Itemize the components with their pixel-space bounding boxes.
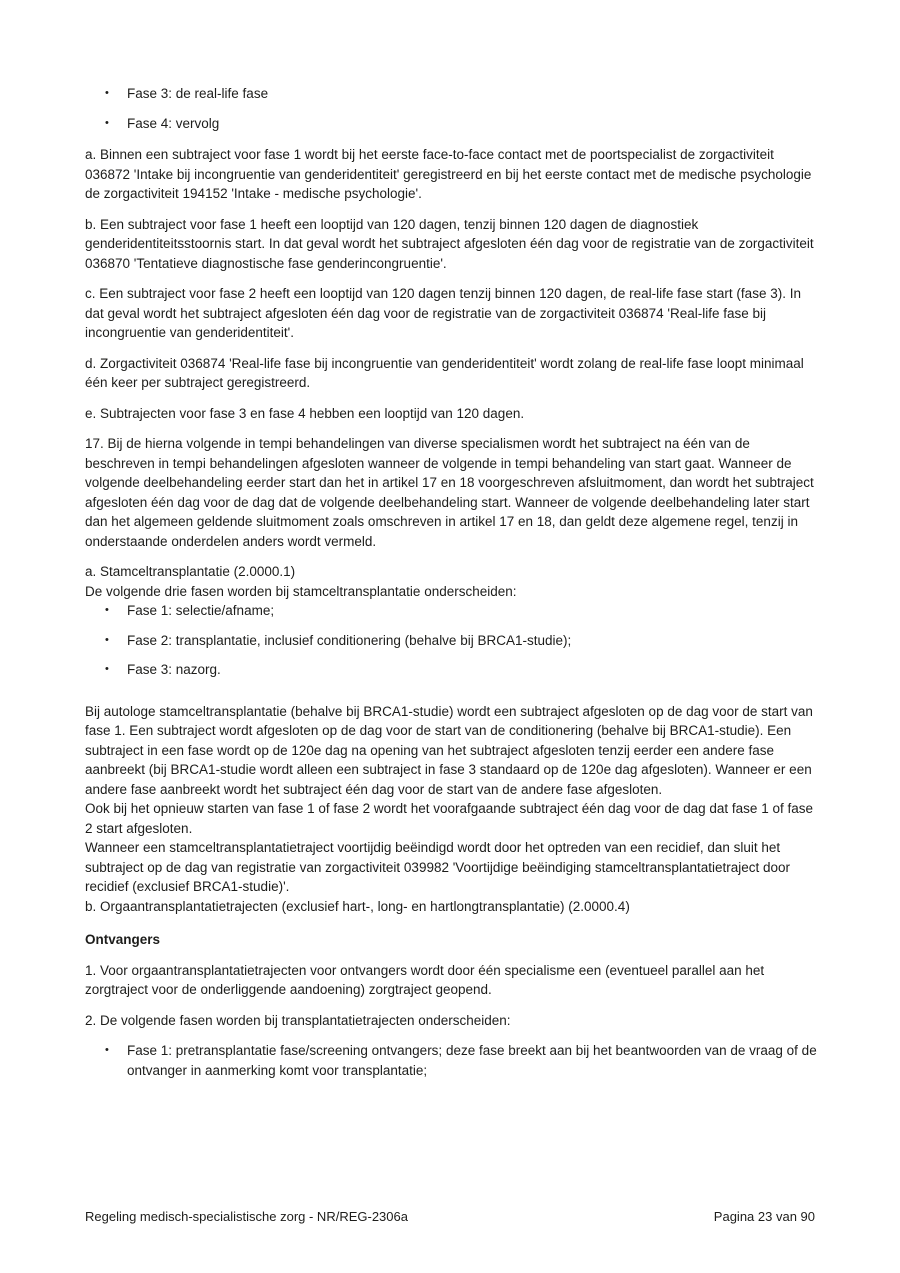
bullet-item bbox=[85, 1041, 818, 1080]
bullet-icon: • bbox=[105, 1044, 109, 1056]
paragraph: a. Binnen een subtraject voor fase 1 wordt bij het eerste face-to-face contact met de poortspecialist de zorgactiviteit 036872 'Intake bij incongruentie van genderidentiteit' geregistreerd en bij het eerste contact met de medische psychologie de zorgactiviteit 194152 'Intake - medische psychologie'. bbox=[85, 147, 812, 201]
bullet-item bbox=[85, 631, 818, 651]
bullet-icon: • bbox=[105, 87, 109, 99]
paragraph: b. Een subtraject voor fase 1 heeft een looptijd van 120 dagen, tenzij binnen 120 dagen de diagnostiek genderidentiteitsstoornis start. In dat geval wordt het subtraject afgesloten één dag voor de registratie van de zorgactiviteit 036870 'Tentatieve diagnostische fase genderincongruentie'. bbox=[85, 216, 814, 271]
bullet-item bbox=[85, 114, 818, 134]
bullet-text: Fase 2: transplantatie, inclusief conditionering (behalve bij BRCA1-studie); bbox=[127, 632, 572, 648]
bullet-icon: • bbox=[105, 633, 109, 646]
paragraph: Bij autologe stamceltransplantatie (behalve bij BRCA1-studie) wordt een subtraject afgesloten op de dag voor de start van fase 1. Een subtraject wordt afgesloten op de dag voor de start van de conditionering (behalve bij BRCA1-studie). Een subtraject in een fase wordt op de 120e dag na opening van het subtraject afgesloten tenzij eerder een andere fase aanbreekt (bij BRCA1-studie wordt alleen een subtraject in fase 3 standaard op de 120e dag afgesloten). Wanneer er een andere fase aanbreekt wordt het subtraject één dag voor de start van de andere fase afgesloten. bbox=[85, 703, 813, 797]
section-heading: Ontvangers bbox=[85, 932, 161, 947]
paragraph: De volgende drie fasen worden bij stamceltransplantatie onderscheiden: bbox=[85, 583, 517, 599]
paragraph: 17. Bij de hierna volgende in tempi behandelingen van diverse specialismen wordt het subtraject na één van de beschreven in tempi behandelingen afgesloten wanneer de volgende in tempi behandeling van start gaat. Wanneer de volgende deelbehandeling eerder start dan het in artikel 17 en 18 voorgeschreven afsluitmoment, dan wordt het subtraject afgesloten één dag voor de dag dat de volgende deelbehandeling start. Wanneer de volgende deelbehandeling later start dan het algemeen geldende sluitmoment zoals omschreven in artikel 17 en 18, dan geldt deze algemene regel, tenzij in onderstaande onderdelen anders wordt vermeld. bbox=[85, 436, 814, 549]
footer-page-number: Pagina 23 van 90 bbox=[713, 1209, 815, 1224]
paragraph: 2. De volgende fasen worden bij transplantatietrajecten onderscheiden: bbox=[85, 1012, 511, 1028]
footer-document-title: Regeling medisch-specialistische zorg - NR/REG-2306a bbox=[85, 1209, 408, 1224]
document-body bbox=[85, 84, 818, 1090]
bullet-text: Fase 3: de real-life fase bbox=[127, 86, 269, 101]
bullet-icon: • bbox=[105, 663, 109, 675]
bullet-item bbox=[85, 84, 818, 104]
bullet-text: Fase 3: nazorg. bbox=[127, 662, 221, 677]
paragraph: 1. Voor orgaantransplantatietrajecten voor ontvangers wordt door één specialisme een (eventueel parallel aan het zorgtraject voor de onderliggende aandoening) zorgtraject geopend. bbox=[85, 962, 765, 997]
bullet-icon: • bbox=[105, 604, 109, 616]
paragraph: c. Een subtraject voor fase 2 heeft een looptijd van 120 dagen tenzij binnen 120 dagen, de real-life fase start (fase 3). In dat geval wordt het subtraject afgesloten één dag voor de registratie van de zorgactiviteit 036874 'Real-life fase bij incongruentie van genderidentiteit'. bbox=[85, 286, 801, 340]
bullet-item bbox=[85, 660, 818, 680]
page-footer bbox=[85, 1208, 815, 1226]
paragraph: b. Orgaantransplantatietrajecten (exclusief hart-, long- en hartlongtransplantatie) (2.0000.4) bbox=[85, 898, 630, 914]
bullet-text: Fase 1: pretransplantatie fase/screening ontvangers; deze fase breekt aan bij het beantwoorden van de vraag of de ontvanger in aanmerking komt voor transplantatie; bbox=[127, 1043, 817, 1078]
bullet-icon: • bbox=[105, 116, 109, 129]
paragraph: a. Stamceltransplantatie (2.0000.1) bbox=[85, 564, 296, 579]
paragraph: Wanneer een stamceltransplantatietraject voortijdig beëindigd wordt door het optreden van een recidief, dan sluit het subtraject op de dag van registratie van zorgactiviteit 039982 'Voortijdige beëindiging stamceltransplantatietraject door recidief (exclusief BRCA1-studie)'. bbox=[85, 840, 791, 894]
paragraph: Ook bij het opnieuw starten van fase 1 of fase 2 wordt het voorafgaande subtraject één dag voor de dag dat fase 1 of fase 2 start afgesloten. bbox=[85, 801, 813, 836]
bullet-item bbox=[85, 601, 818, 621]
bullet-text: Fase 1: selectie/afname; bbox=[127, 603, 275, 618]
bullet-text: Fase 4: vervolg bbox=[127, 115, 220, 131]
paragraph: d. Zorgactiviteit 036874 'Real-life fase bij incongruentie van genderidentiteit' wordt zolang de real-life fase loopt minimaal één keer per subtraject geregistreerd. bbox=[85, 355, 804, 390]
paragraph: e. Subtrajecten voor fase 3 en fase 4 hebben een looptijd van 120 dagen. bbox=[85, 405, 525, 421]
